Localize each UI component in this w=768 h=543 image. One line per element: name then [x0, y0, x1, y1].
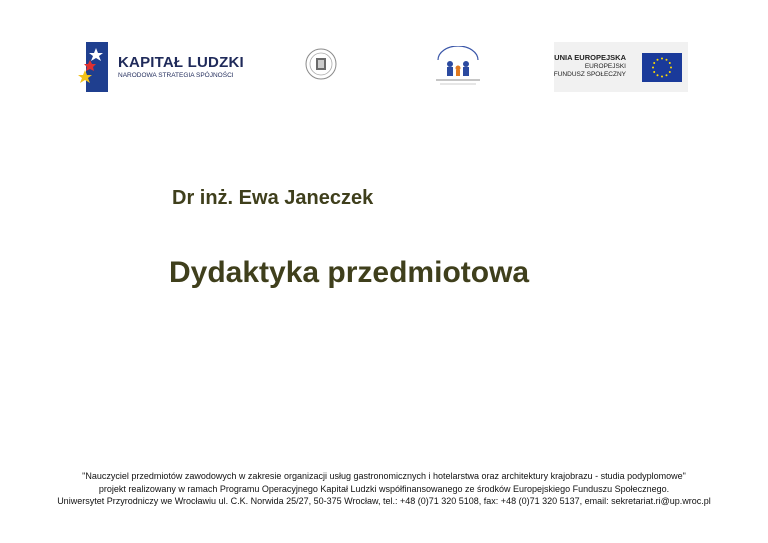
eu-line-2: EUROPEJSKI — [584, 63, 626, 70]
footer-line-2: projekt realizowany w ramach Programu Operacyjnego Kapitał Ludzki współfinansowanego ze środków Europejskiego Funduszu Społecznego. — [98, 483, 670, 494]
presentation-title: Dydaktyka przedmiotowa — [169, 256, 530, 289]
eu-line-1: UNIA EUROPEJSKA — [554, 53, 626, 62]
footer — [0, 470, 768, 508]
kapital-ludzki-logo — [78, 42, 248, 92]
kapital-ludzki-subtitle: NARODOWA STRATEGIA SPÓJNOŚCI — [118, 72, 234, 79]
footer-line-3: Uniwersytet Przyrodniczy we Wrocławiu ul. C.K. Norwida 25/27, 50-375 Wrocław, tel.: +48 (0)71 320 5108, fax: +48 (0)71 320 5137, email: sekretariat.ri@up.wroc.pl — [57, 496, 711, 506]
logo-bar — [0, 38, 768, 98]
project-figures-logo-icon — [430, 46, 486, 90]
eu-logo — [554, 42, 688, 92]
kapital-ludzki-mark-icon — [78, 42, 108, 92]
author-name: Dr inż. Ewa Janeczek — [172, 187, 374, 209]
eu-line-3: FUNDUSZ SPOŁECZNY — [553, 71, 626, 78]
university-seal-icon — [305, 48, 337, 80]
footer-line-1: "Nauczyciel przedmiotów zawodowych w zakresie organizacji usług gastronomicznych i hotelarstwa oraz architektury krajobrazu - studia podyplomowe" — [82, 471, 686, 481]
kapital-ludzki-title: KAPITAŁ LUDZKI — [118, 54, 244, 71]
eu-flag-icon — [642, 53, 682, 82]
